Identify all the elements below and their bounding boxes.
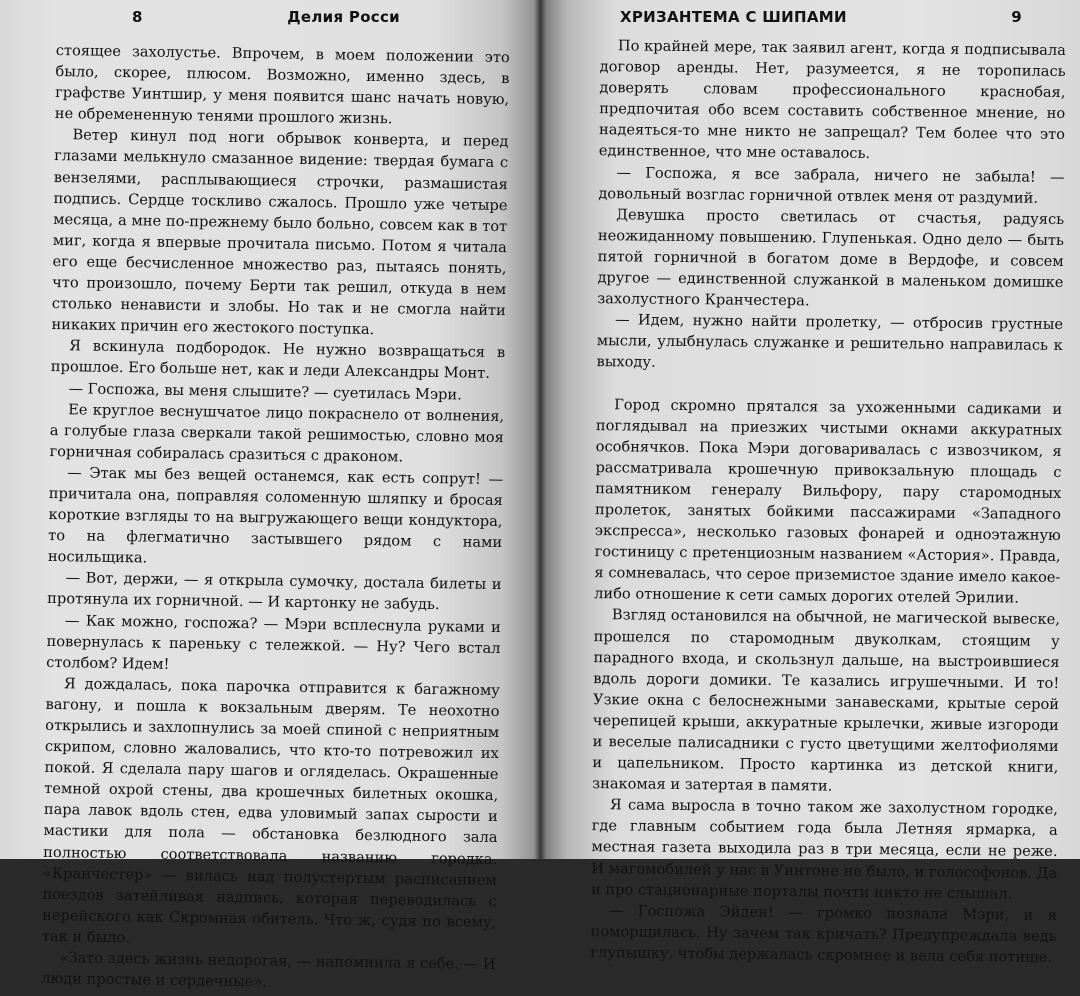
running-title-book: ХРИЗАНТЕМА С ШИПАМИ — [620, 8, 847, 26]
paragraph: — Как можно, госпожа? — Мэри всплеснула руками и повернулась к пареньку с тележкой. — Ну? Чего встал столбом? Идем! — [46, 611, 501, 673]
right-page-text — [590, 35, 1066, 968]
paragraph: — Идем, нужно найти пролетку, — отбросив грустные мысли, улыбнулась служанке и решительно направилась к выходу. — [596, 311, 1064, 372]
paragraph: стоящее захолустье. Впрочем, в моем положении это было, скорее, плюсом. Возможно, именно здесь, в графстве Уинтшир, у меня появится шанс начать новую, не обремененную тенями прошлого жизнь. — [54, 41, 510, 128]
paragraph: — Вот, держи, — я открыла сумочку, достала билеты и протянула их горничной. — И картонку не забудь. — [47, 569, 502, 614]
paragraph: — Госпожа Эйден! — громко позвала Мэри, и я поморщилась. Ну зачем так кричать? Предупреждала ведь глупышку, чтобы держалась скромнее и вела себя потише. — [590, 902, 1057, 966]
right-page — [540, 0, 1080, 966]
left-page — [0, 0, 540, 991]
paragraph: — Госпожа, я все забрала, ничего не забыла! — довольный возглас горничной отвлек меня от раздумий. — [598, 163, 1065, 207]
paragraph: Ветер кинул под ноги обрывок конверта, и перед глазами мелькнуло смазанное видение: твердая бумага с вензелями, расплывающиеся строчки, размашистая подпись. Сердце тоскливо сжалось. Прошло уже четыре месяца, а мне по-прежнему было больно, совсем как в тот миг, когда я впервые прочитала письмо. Потом я читала его еще бесчисленное множество раз, пытаясь понять, что произошло, почему Берти так решил, откуда в нем столько ненависти и злобы. Но так и не смогла найти никаких причин его жестокого поступка. — [51, 126, 509, 339]
paragraph: Я сама выросла в точно таком же захолустном городке, где главным событием года была Летняя ярмарка, а местная газета выходила раз в три месяца, если не реже. И магомобилей у нас в Уинтоне не было, и голософонов. Да и про стационарные порталы почти никто не слышал. — [590, 796, 1059, 903]
right-running-head — [600, 8, 1066, 30]
running-title-author: Делия Росси — [287, 8, 400, 26]
paragraph: Город скромно прятался за ухоженными садиками и поглядывал на приезжих чистыми окнами аккуратных особнячков. Пока Мэри договаривалась с извозчиком, я рассматривала крошечную привокзальную площадь с памятником генералу Вильфору, пару старомодных пролеток, занятых бойкими пассажирами «Западного экспресса», несколько газовых фонарей и одноэтажную гостиницу с претенциозным названием «Астория». Правда, я сомневалась, что серое приземистое здание имело какое-либо отношение к сети самых дорогих отелей Эрилии. — [594, 395, 1063, 607]
paragraph: По крайней мере, так заявил агент, когда я подписывала договор аренды. Нет, разумеется, я не торопилась доверять словам профессионального краснобая, предпочитая обо всем составить собственное мнение, но надеяться-то мне никто не запрещал? Тем более что это единственное, что мне оставалось. — [598, 37, 1066, 163]
paragraph: «Зато здесь жизнь недорогая, — напомнила я себе. — И люди простые и сердечные». — [41, 949, 496, 991]
paragraph: Взгляд остановился на обычной, не магической вывеске, прошелся по старомодным двуколкам, стоящим у парадного входа, и скользнул дальше, на выстроившиеся вдоль дороги домики. Те казались игрушечными. И то! Узкие окна с белоснежными занавесками, крытые серой черепицей крыши, аккуратные крылечки, живые изгороди и веселые палисадники с густо цветущими желтофиолями и цапельником. Просто картинка из детской книги, знакомая и затертая в памяти. — [592, 606, 1061, 795]
paragraph: Девушка просто светилась от счастья, радуясь неожиданному повышению. Глупенькая. Одно дело — быть пятой горничной в богатом доме в Вердофе, и совсем другое — единственной служанкой в маленьком домишке захолустного Кранчестера. — [597, 206, 1065, 310]
left-running-head — [56, 8, 510, 30]
page-number: 8 — [132, 8, 143, 26]
paragraph: Ее круглое веснушчатое лицо покраснело от волнения, а голубые глаза сверкали такой решимостью, словно моя горничная собиралась сразиться с драконом. — [49, 400, 505, 466]
paragraph: — Госпожа, вы меня слышите? — суетилась Мэри. — [68, 379, 462, 403]
paragraph: Я дождалась, пока парочка отправится к багажному вагону, и пошла к вокзальным дверям. Те неохотно открылись и захлопнулись за моей спиной с неприятным скрипом, словно жаловались, что кто-то потревожил их покой. Я сделала пару шагов и огляделась. Окрашенные темной охрой стены, два крошечных билетных окошка, пара лавок вдоль стен, едва уловимый запах сырости и мастики для пола — обстановка безлюдного зала полностью соответствовала названию городка. «Кранчестер» — вилась над полустертым расписанием поездов затейливая надпись, которая переводилась с нерейского как Скромная обитель. Что ж, судя по всему, так и было. — [41, 675, 500, 947]
book-gutter-shadow — [534, 0, 546, 859]
paragraph: — Этак мы без вещей останемся, как есть сопрут! — причитала она, поправляя соломенную шляпку и бросая короткие взгляды то на выгружающего вещи кондуктора, то на флегматично застывшего рядом с нами носильщика. — [47, 464, 504, 567]
left-page-text — [41, 40, 510, 996]
page-number: 9 — [1011, 8, 1022, 26]
paragraph: Я вскинула подбородок. Не нужно возвращаться в прошлое. Его больше нет, как и леди Александры Монт. — [50, 337, 506, 383]
